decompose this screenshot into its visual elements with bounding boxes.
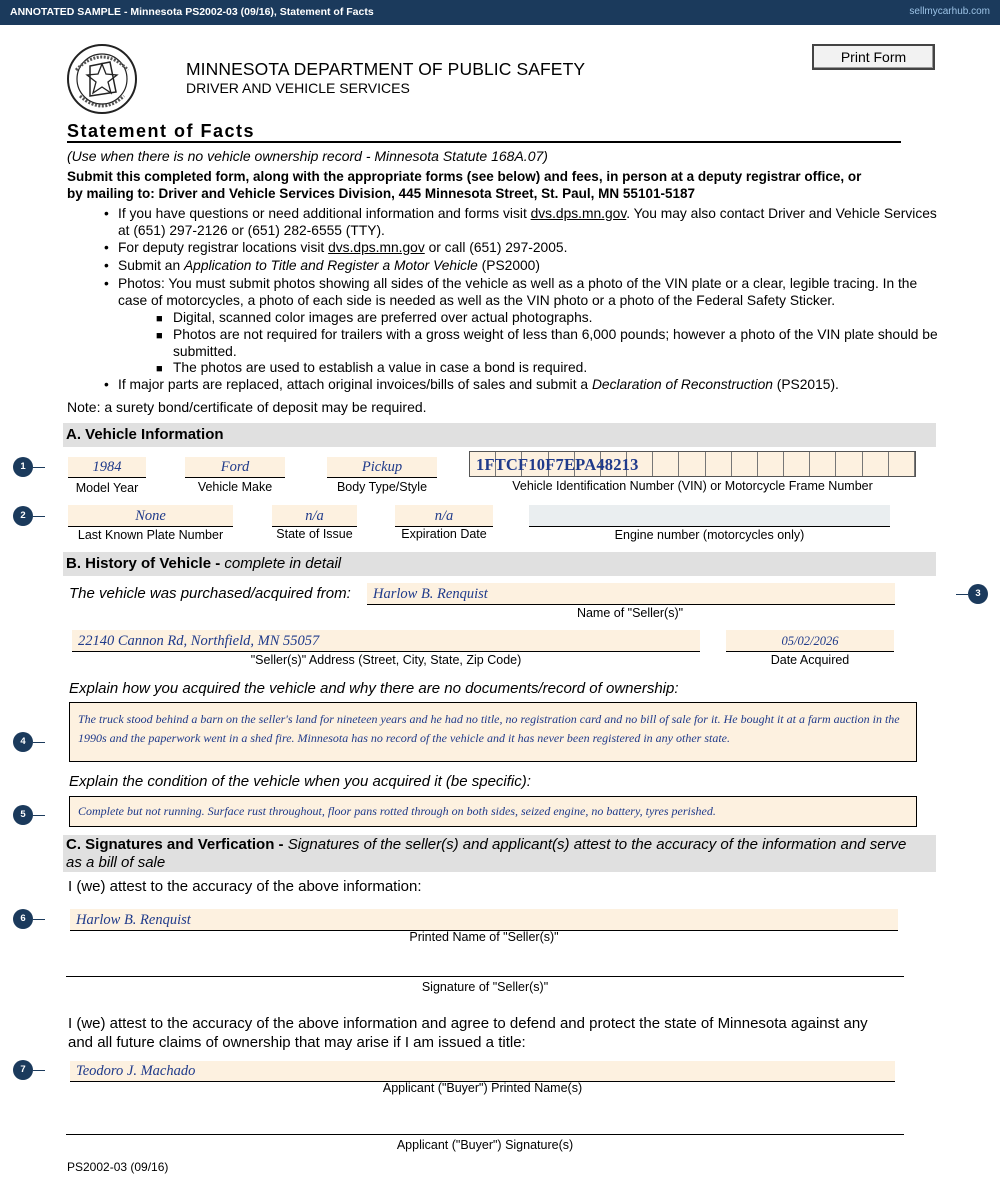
dvs-link[interactable]: dvs.dps.mn.gov [328,240,425,255]
badge-connector [33,815,45,816]
section-b-title-italic: complete in detail [224,555,342,572]
badge-connector [33,919,45,920]
bullet-application [104,258,540,275]
print-form-button[interactable]: Print Form [812,44,935,70]
seller-name-field[interactable]: Harlow B. Renquist [367,583,895,605]
submit-line-2: by mailing to: Driver and Vehicle Services Division, 445 Minnesota Street, St. Paul, MN 55101-5187 [67,186,695,201]
body-type-field[interactable]: Pickup [327,457,437,478]
vin-label: Vehicle Identification Number (VIN) or Motorcycle Frame Number [512,479,873,493]
section-c-header [63,835,936,872]
bullet-text: submitted. [173,343,237,359]
bullet-text: Photos: You must submit photos showing all sides of the vehicle as well as a photo of the VIN plate or a clear, legible tracing. In the [118,276,918,291]
submit-instructions [67,168,937,202]
bullet-text: (PS2000) [477,258,540,273]
vin-value: 1FTCF10F7EPA48213 [476,455,639,474]
sub-bullet-trailers [156,327,938,360]
badge-connector [956,594,968,595]
section-b-title-text: B. History of Vehicle - [66,555,225,572]
section-a-title: A. Vehicle Information [66,426,224,443]
seller-signature-line[interactable] [66,976,904,977]
seller-printed-name-field[interactable]: Harlow B. Renquist [70,909,898,931]
buyer-printed-name-field[interactable]: Teodoro J. Machado [70,1061,895,1082]
bullet-text: Application to Title and Register a Motor Vehicle [183,258,478,273]
body-type-label: Body Type/Style [336,480,428,494]
section-c-title [66,836,926,872]
square-bullet-icon: ■ [156,330,163,342]
square-bullet-icon: ■ [156,363,163,375]
bullet-text: The photos are used to establish a value in case a bond is required. [173,360,588,375]
bullet-text: If you have questions or need additional information and forms visit [118,206,531,221]
expiration-date-field[interactable]: n/a [395,505,493,527]
date-acquired-label: Date Acquired [770,653,850,667]
annotation-badge-5: 5 [13,805,33,825]
form-number-footer: PS2002-03 (09/16) [67,1160,169,1174]
badge-connector [33,1070,45,1071]
bullet-photos [104,276,938,309]
sub-bullet-bond [156,360,588,377]
bullet-text: at (651) 297-2126 or (651) 282-6555 (TTY). [118,222,385,238]
dvs-link[interactable]: dvs.dps.mn.gov [530,206,627,221]
annotation-badge-3: 3 [968,584,988,604]
title-rule [67,141,901,143]
engine-number-field[interactable] [529,505,890,527]
bullet-reconstruction [104,377,839,394]
buyer-attest-line-1: I (we) attest to the accuracy of the above information and agree to defend and protect the state of Minnesota against any [68,1015,868,1032]
seller-address-label: "Seller(s)" Address (Street, City, State, Zip Code) [250,653,522,667]
badge-connector [33,742,45,743]
bullet-text: case of motorcycles, a photo of each side is needed as well as the VIN photo or a photo of the Federal Safety Sticker. [118,292,836,308]
square-bullet-icon: ■ [156,313,163,325]
surety-note: Note: a surety bond/certificate of deposit may be required. [67,399,427,415]
bullet-icon: • [104,276,109,291]
badge-connector [33,516,45,517]
sub-bullet-digital [156,310,593,327]
purchased-from-label: The vehicle was purchased/acquired from: [69,585,351,602]
bullet-icon: • [104,258,109,273]
badge-connector [33,467,45,468]
bullet-text: Submit an [118,258,184,273]
date-acquired-field[interactable]: 05/02/2026 [726,630,894,652]
bullet-text: If major parts are replaced, attach original invoices/bills of sales and submit a [118,377,592,392]
plate-number-field[interactable]: None [68,505,233,527]
annotation-badge-2: 2 [13,506,33,526]
buyer-signature-line[interactable] [66,1134,904,1135]
section-b-header [63,552,936,576]
seller-address-field[interactable]: 22140 Cannon Rd, Northfield, MN 55057 [72,630,700,652]
buyer-printed-name-label: Applicant ("Buyer") Printed Name(s) [382,1081,583,1095]
minnesota-seal-icon [66,42,138,116]
explain-acquisition-label: Explain how you acquired the vehicle and why there are no documents/record of ownership: [69,680,679,697]
condition-label: Explain the condition of the vehicle when you acquired it (be specific): [69,773,531,790]
buyer-signature-label: Applicant ("Buyer") Signature(s) [396,1138,574,1152]
seller-signature-label: Signature of "Seller(s)" [421,980,549,994]
bullet-text: or call (651) 297-2005. [424,240,568,255]
annotation-badge-4: 4 [13,732,33,752]
condition-field[interactable]: Complete but not running. Surface rust throughout, floor pans rotted through on both sides, seized engine, no battery, tyres perished. [69,796,917,827]
annotation-badge-1: 1 [13,457,33,477]
section-a-header [63,423,936,447]
seller-attest-text: I (we) attest to the accuracy of the above information: [68,878,422,895]
bullet-icon: • [104,240,109,255]
bullet-icon: • [104,377,109,392]
bullet-text: (PS2015). [772,377,839,392]
annotation-banner [0,0,1000,25]
annotation-badge-6: 6 [13,909,33,929]
form-subtitle: (Use when there is no vehicle ownership record - Minnesota Statute 168A.07) [67,148,548,164]
banner-source[interactable]: sellmycarhub.com [909,6,990,17]
expiration-date-label: Expiration Date [401,527,487,541]
bullet-text: Digital, scanned color images are preferred over actual photographs. [173,310,593,325]
section-c-title-italic-2: as a bill of sale [66,854,166,871]
bullet-text: Declaration of Reconstruction [591,377,773,392]
buyer-attest-line-2: and all future claims of ownership that may arise if I am issued a title: [68,1033,526,1051]
explain-acquisition-field[interactable]: The truck stood behind a barn on the seller's land for nineteen years and he had no title, no registration card and no bill of sale for it. He bought it at a farm auction in the 1990s and the paperwork went in a shed fire. Minnesota has no record of the vehicle and it has never been registered in any other state. [69,702,917,762]
department-name: MINNESOTA DEPARTMENT OF PUBLIC SAFETY [186,59,586,79]
vin-field[interactable] [469,451,916,477]
plate-number-label: Last Known Plate Number [77,528,224,542]
seller-printed-name-label: Printed Name of "Seller(s)" [409,930,559,944]
seller-name-label: Name of "Seller(s)" [576,606,684,620]
annotation-badge-7: 7 [13,1060,33,1080]
state-of-issue-label: State of Issue [276,527,353,541]
division-name: DRIVER AND VEHICLE SERVICES [186,80,410,96]
form-title: Statement of Facts [67,121,256,141]
submit-line-1: Submit this completed form, along with the appropriate forms (see below) and fees, in person at a deputy registrar office, or [67,169,862,184]
section-c-title-text: C. Signatures and Verfication - [66,836,288,853]
bullet-text: Photos are not required for trailers with a gross weight of less than 6,000 pounds; however a photo of the VIN plate should be [173,327,938,342]
model-year-label: Model Year [75,481,139,495]
buyer-attest-text [68,1015,948,1052]
state-of-issue-field[interactable]: n/a [272,505,357,527]
banner-title: ANNOTATED SAMPLE - Minnesota PS2002-03 (09/16), Statement of Facts [10,6,374,18]
bullet-contact [104,206,938,239]
bullet-registrar [104,240,568,257]
engine-number-label: Engine number (motorcycles only) [614,528,805,542]
section-b-title [66,555,341,572]
model-year-field[interactable]: 1984 [68,457,146,478]
vehicle-make-field[interactable]: Ford [185,457,285,478]
bullet-text: For deputy registrar locations visit [118,240,329,255]
section-c-title-italic: Signatures of the seller(s) and applicant(s) attest to the accuracy of the information and serve [287,836,907,853]
vehicle-make-label: Vehicle Make [197,480,273,494]
bullet-text: . You may also contact Driver and Vehicle Services [626,206,937,221]
bullet-icon: • [104,206,109,221]
